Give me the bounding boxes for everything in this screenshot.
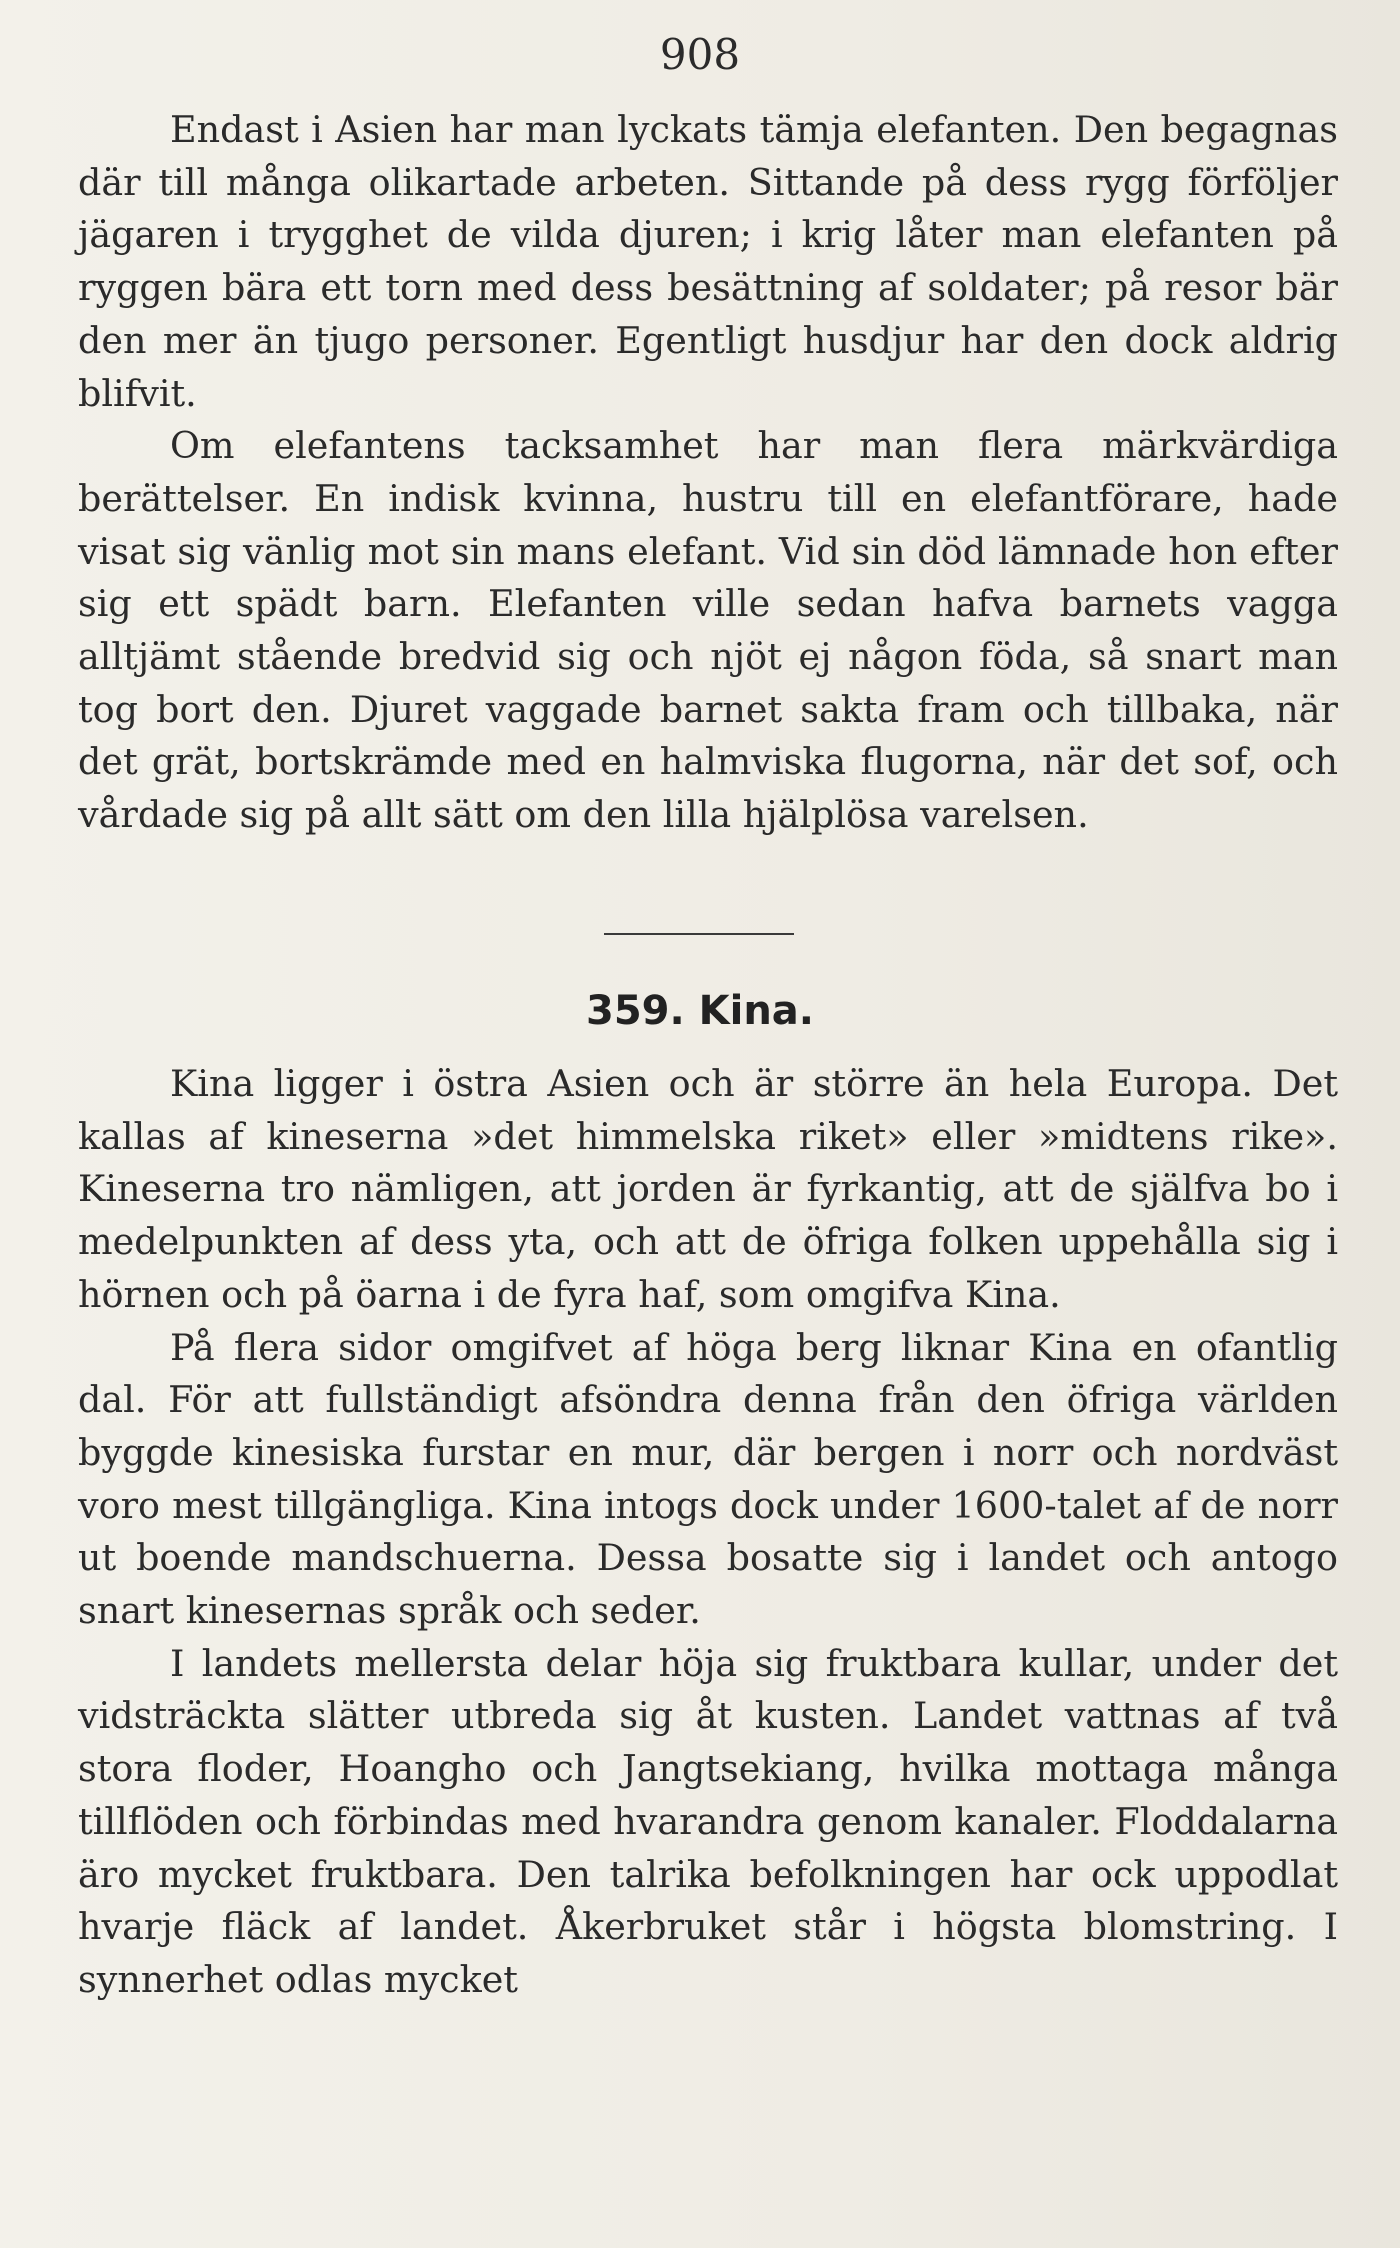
section-divider [604, 933, 794, 935]
paragraph: I landets mellersta delar höja sig fruktbara kullar, under det vidsträckta slätter utbreda sig åt kusten. Landet vattnas af två stora floder, Hoangho och Jangtsekiang, hvilka mottaga många tillflöden och förbindas med hvarandra genom kanaler. Floddalarna äro mycket fruktbara. Den talrika befolkningen har ock uppodlat hvarje fläck af landet. Åkerbruket står i högsta blomstring. I synnerhet odlas mycket [78, 1641, 1338, 2001]
text-block-elephants [78, 104, 1338, 842]
paragraph: På flera sidor omgifvet af höga berg liknar Kina en ofantlig dal. För att fullständigt afsöndra denna från den öfriga världen byggde kinesiska furstar en mur, där bergen i norr och nordväst voro mest tillgängliga. Kina intogs dock under 1600-talet af de norr ut boende mandschuerna. Dessa bosatte sig i landet och antogo snart kinesernas språk och seder. [78, 1325, 1338, 1633]
paragraph: Kina ligger i östra Asien och är större än hela Europa. Det kallas af kineserna »det himmelska riket» eller »midtens rike». Kineserna tro nämligen, att jorden är fyrkantig, att de själfva bo i medelpunkten af dess yta, och att de öfriga folken uppehålla sig i hörnen och på öarna i de fyra haf, som omgifva Kina. [78, 1062, 1338, 1316]
section-heading: 359. Kina. [586, 988, 814, 1034]
page-number: 908 [659, 30, 741, 79]
text-block-china [78, 1058, 1338, 2007]
paragraph: Om elefantens tacksamhet har man flera märkvärdiga berättelser. En indisk kvinna, hustru till en elefantförare, hade visat sig vänlig mot sin mans elefant. Vid sin död lämnade hon efter sig ett spädt barn. Elefanten ville sedan hafva barnets vagga alltjämt stående bredvid sig och njöt ej någon föda, så snart man tog bort den. Djuret vaggade barnet sakta fram och tillbaka, när det grät, bortskrämde med en halmviska flugorna, när det sof, och vårdade sig på allt sätt om den lilla hjälplösa varelsen. [78, 424, 1338, 837]
paragraph: Endast i Asien har man lyckats tämja elefanten. Den begagnas där till många olikartade arbeten. Sittande på dess rygg förföljer jägaren i trygghet de vilda djuren; i krig låter man elefanten på ryggen bära ett torn med dess besättning af soldater; på resor bär den mer än tjugo personer. Egentligt husdjur har den dock aldrig blifvit. [78, 108, 1338, 415]
